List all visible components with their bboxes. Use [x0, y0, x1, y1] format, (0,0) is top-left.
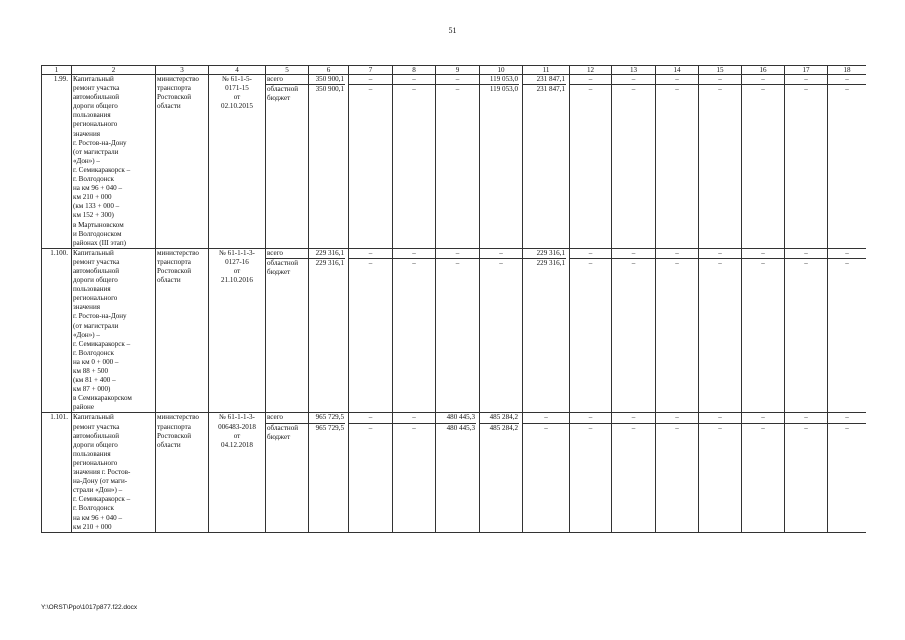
value-column-6 [309, 413, 349, 532]
cell-value: – [845, 75, 849, 83]
object-name-line: «Дон») – [73, 330, 100, 339]
cell-value: – [845, 248, 849, 257]
value-column-13 [612, 413, 656, 532]
object-name-line: дороги общего [73, 440, 118, 449]
cell-value: – [804, 413, 808, 422]
object-name-line: (км 81 + 400 – [73, 376, 116, 385]
responsible-org-line: транспорта [157, 84, 191, 93]
value-column-13 [612, 75, 656, 249]
cell-value: – [675, 248, 679, 257]
cell-value: – [368, 413, 373, 422]
cell-value: – [412, 248, 416, 257]
cell-value: 965 729,5 [315, 413, 344, 422]
cell-value: – [761, 248, 765, 257]
object-name-line: на-Дону (от маги- [73, 477, 128, 486]
expertise-document-line: 04.12.2018 [221, 440, 253, 449]
object-name-line: г. Семикаракорск – [73, 165, 131, 174]
object-name-line: дороги общего [73, 276, 118, 285]
funding-source-label: бюджет [267, 94, 291, 103]
funding-source-label: всего [267, 413, 283, 422]
expertise-document [209, 413, 266, 532]
value-column-14 [656, 75, 699, 249]
value-column-7 [349, 413, 393, 532]
value-column-18 [828, 75, 867, 249]
cell-value: 350 900,1 [315, 85, 344, 94]
object-name-line: регионального [73, 294, 118, 303]
object-name-line: в Мартыновском [73, 220, 124, 229]
cell-value: – [588, 423, 593, 432]
column-number-16: 16 [742, 66, 785, 75]
cell-value: 229 316,1 [536, 258, 565, 267]
cell-value: 119 053,0 [489, 85, 518, 94]
expertise-document-line: 21.10.2016 [221, 276, 253, 285]
cell-value: – [499, 258, 503, 267]
object-name-line: г. Волгодонск [73, 504, 115, 513]
cell-value: 119 053,0 [489, 75, 518, 83]
value-column-17 [785, 75, 828, 249]
value-column-15 [699, 413, 742, 532]
value-column-10 [480, 248, 523, 413]
cell-value: – [631, 258, 636, 267]
table-row [42, 248, 867, 413]
funding-source-label: областной [267, 85, 299, 94]
expertise-document-line: 006483-2018 [218, 422, 256, 431]
value-column-12 [570, 413, 612, 532]
cell-value: – [455, 75, 460, 83]
cell-value: – [499, 248, 503, 257]
value-column-14 [656, 413, 699, 532]
responsible-org-line: министерство [157, 75, 199, 83]
object-name-line: км 152 + 300) [73, 211, 114, 220]
expertise-document-line: 0127-16 [225, 257, 249, 266]
object-name-line: на км 0 + 000 – [73, 357, 119, 366]
value-column-9 [436, 248, 480, 413]
object-name-line: км 87 + 000) [73, 385, 111, 394]
object-name-line: ремонт участка [73, 422, 120, 431]
funding-source [266, 75, 309, 249]
responsible-org-line: Ростовской [157, 93, 192, 102]
cell-value: – [845, 258, 849, 267]
value-column-12 [570, 248, 612, 413]
expertise-document-line: № 61-1-1-3- [219, 413, 255, 422]
value-column-17 [785, 248, 828, 413]
value-column-6 [309, 248, 349, 413]
cell-value: 229 316,1 [536, 248, 565, 257]
cell-value: – [718, 423, 722, 432]
value-column-18 [828, 248, 867, 413]
object-name-line: г. Семикаракорск – [73, 339, 131, 348]
object-name-line: Капитальный [73, 248, 114, 257]
cell-value: – [631, 413, 636, 422]
funding-source-label: всего [267, 75, 283, 83]
expertise-document-line: 0171-15 [225, 84, 249, 93]
cell-value: – [761, 413, 765, 422]
expertise-document-line: № 61-1-1-3- [219, 248, 255, 257]
object-name-line: регионального [73, 458, 118, 467]
cell-value: – [761, 258, 765, 267]
cell-value: – [804, 258, 808, 267]
cell-value: – [588, 85, 593, 94]
value-column-8 [393, 75, 436, 249]
cell-value: 965 729,5 [315, 423, 344, 432]
cell-value: – [412, 413, 416, 422]
cell-value: – [631, 248, 636, 257]
object-name-line: (км 133 + 000 – [73, 202, 120, 211]
value-column-18 [828, 413, 867, 532]
responsible-org-line: транспорта [157, 257, 191, 266]
object-name-line: регионального [73, 120, 118, 129]
column-number-1: 1 [42, 66, 72, 75]
object-name-line: значения [73, 129, 101, 138]
object-name-line: г. Ростов-на-Дону [73, 138, 127, 147]
expertise-document [209, 75, 266, 249]
column-number-8: 8 [393, 66, 436, 75]
cell-value: 229 316,1 [315, 258, 344, 267]
funding-source [266, 413, 309, 532]
funding-source [266, 248, 309, 413]
cell-value: – [804, 248, 808, 257]
object-name-line: районе [73, 403, 94, 412]
expertise-document [209, 248, 266, 413]
responsible-org-line: области [157, 276, 181, 285]
cell-value: 485 284,2 [489, 413, 518, 422]
cell-value: – [804, 75, 808, 83]
column-number-10: 10 [480, 66, 523, 75]
object-name [72, 75, 156, 249]
column-number-4: 4 [209, 66, 266, 75]
object-name-line: автомобильной [73, 93, 120, 102]
funding-source-label: областной [267, 258, 299, 267]
value-column-16 [742, 248, 785, 413]
object-name-line: г. Волгодонск [73, 348, 115, 357]
object-name-line: автомобильной [73, 431, 120, 440]
value-column-10 [480, 413, 523, 532]
cell-value: 231 847,1 [536, 75, 565, 83]
cell-value: – [631, 75, 636, 83]
cell-value: – [368, 85, 373, 94]
responsible-org-line: области [157, 440, 181, 449]
value-column-15 [699, 248, 742, 413]
object-name-line: страли «Дон») – [73, 486, 123, 495]
value-column-13 [612, 248, 656, 413]
cell-value: – [761, 75, 765, 83]
cell-value: – [588, 413, 593, 422]
cell-value: – [845, 413, 849, 422]
object-name-line: (от магистрали [73, 321, 119, 330]
column-number-row [42, 66, 867, 75]
value-column-9 [436, 75, 480, 249]
page-number: 51 [448, 26, 457, 35]
column-number-6: 6 [309, 66, 349, 75]
value-column-7 [349, 248, 393, 413]
responsible-org-line: области [157, 102, 181, 111]
value-column-11 [523, 413, 570, 532]
budget-table [41, 65, 866, 533]
cell-value: – [412, 423, 416, 432]
cell-value: 350 900,1 [315, 75, 344, 83]
cell-value: – [368, 423, 373, 432]
object-name-line: Капитальный [73, 75, 114, 83]
funding-source-label: бюджет [267, 267, 291, 276]
object-name-line: значения [73, 303, 101, 312]
column-number-13: 13 [612, 66, 656, 75]
cell-value: – [718, 75, 722, 83]
table-row [42, 413, 867, 532]
table-row [42, 75, 867, 249]
object-name-line: пользования [73, 449, 111, 458]
cell-value: – [412, 75, 416, 83]
cell-value: – [631, 423, 636, 432]
funding-source-label: всего [267, 248, 283, 257]
cell-value: – [455, 85, 460, 94]
value-column-8 [393, 248, 436, 413]
object-name-line: значения г. Ростов- [73, 468, 131, 477]
value-column-8 [393, 413, 436, 532]
row-number: 1.101. [42, 413, 72, 532]
responsible-org-line: Ростовской [157, 431, 192, 440]
responsible-org-line: Ростовской [157, 266, 192, 275]
cell-value: – [455, 248, 460, 257]
expertise-document-line: от [233, 266, 241, 275]
row-number: 1.100. [42, 248, 72, 413]
responsible-org-line: транспорта [157, 422, 191, 431]
expertise-document-line: № 61-1-5- [222, 75, 252, 83]
column-number-17: 17 [785, 66, 828, 75]
column-number-2: 2 [72, 66, 156, 75]
funding-source-label: областной [267, 423, 299, 432]
object-name-line: на км 96 + 040 – [73, 184, 123, 193]
value-column-16 [742, 413, 785, 532]
value-column-14 [656, 248, 699, 413]
cell-value: – [544, 413, 548, 422]
document-path-footer: Y:\ORST\Ppo\1017p877.f22.docx [41, 604, 138, 611]
funding-source-label: бюджет [267, 432, 291, 441]
responsible-org-line: министерство [157, 248, 199, 257]
cell-value: – [631, 85, 636, 94]
value-column-6 [309, 75, 349, 249]
cell-value: 231 847,1 [536, 85, 565, 94]
cell-value: – [675, 258, 679, 267]
value-column-10 [480, 75, 523, 249]
cell-value: – [804, 423, 808, 432]
object-name-line: пользования [73, 285, 111, 294]
expertise-document-line: 02.10.2015 [221, 102, 253, 111]
value-column-16 [742, 75, 785, 249]
cell-value: – [675, 75, 679, 83]
object-name-line: км 210 + 000 [73, 193, 112, 202]
cell-value: – [804, 85, 808, 94]
cell-value: – [845, 423, 849, 432]
cell-value: – [588, 248, 593, 257]
column-number-11: 11 [523, 66, 570, 75]
value-column-7 [349, 75, 393, 249]
column-number-18: 18 [828, 66, 867, 75]
cell-value: – [718, 413, 722, 422]
object-name-line: (от магистрали [73, 147, 119, 156]
cell-value: – [675, 423, 679, 432]
expertise-document-line: от [233, 93, 241, 102]
object-name-line: Капитальный [73, 413, 114, 422]
cell-value: 485 284,2 [489, 423, 518, 432]
column-number-12: 12 [570, 66, 612, 75]
object-name-line: автомобильной [73, 266, 120, 275]
column-number-14: 14 [656, 66, 699, 75]
object-name-line: и Волгодонском [73, 229, 122, 238]
expertise-document-line: от [233, 431, 241, 440]
cell-value: – [412, 85, 416, 94]
object-name-line: районах (III этап) [73, 238, 126, 247]
object-name-line: на км 96 + 040 – [73, 513, 123, 522]
cell-value: – [718, 248, 722, 257]
cell-value: – [718, 258, 722, 267]
budget-table-wrapper [41, 65, 866, 602]
cell-value: – [588, 75, 593, 83]
object-name-line: ремонт участка [73, 84, 120, 93]
value-column-17 [785, 413, 828, 532]
column-number-7: 7 [349, 66, 393, 75]
cell-value: 480 445,3 [446, 423, 475, 432]
value-column-12 [570, 75, 612, 249]
cell-value: – [588, 258, 593, 267]
column-number-5: 5 [266, 66, 309, 75]
cell-value: 480 445,3 [446, 413, 475, 422]
row-number: 1.99. [42, 75, 72, 249]
cell-value: – [761, 85, 765, 94]
cell-value: – [544, 423, 548, 432]
object-name-line: км 210 + 000 [73, 522, 112, 531]
cell-value: – [675, 85, 679, 94]
object-name-line: км 88 + 500 [73, 367, 108, 375]
value-column-11 [523, 248, 570, 413]
object-name-line: г. Волгодонск [73, 175, 115, 184]
object-name-line: пользования [73, 111, 111, 120]
object-name-line: в Семикаракорском [73, 394, 132, 403]
object-name [72, 413, 156, 532]
object-name-line: ремонт участка [73, 257, 120, 266]
value-column-15 [699, 75, 742, 249]
cell-value: – [412, 258, 416, 267]
responsible-org [156, 413, 209, 532]
cell-value: – [368, 248, 373, 257]
responsible-org-line: министерство [157, 413, 199, 422]
cell-value: – [845, 85, 849, 94]
object-name-line: г. Ростов-на-Дону [73, 312, 127, 321]
cell-value: – [675, 413, 679, 422]
cell-value: – [368, 75, 373, 83]
object-name-line: дороги общего [73, 102, 118, 111]
cell-value: – [761, 423, 765, 432]
cell-value: – [455, 258, 460, 267]
value-column-11 [523, 75, 570, 249]
object-name-line: г. Семикаракорск – [73, 495, 131, 504]
column-number-3: 3 [156, 66, 209, 75]
object-name [72, 248, 156, 413]
column-number-15: 15 [699, 66, 742, 75]
column-number-9: 9 [436, 66, 480, 75]
cell-value: – [368, 258, 373, 267]
responsible-org [156, 75, 209, 249]
responsible-org [156, 248, 209, 413]
value-column-9 [436, 413, 480, 532]
object-name-line: «Дон») – [73, 156, 100, 165]
cell-value: – [718, 85, 722, 94]
cell-value: 229 316,1 [315, 248, 344, 257]
